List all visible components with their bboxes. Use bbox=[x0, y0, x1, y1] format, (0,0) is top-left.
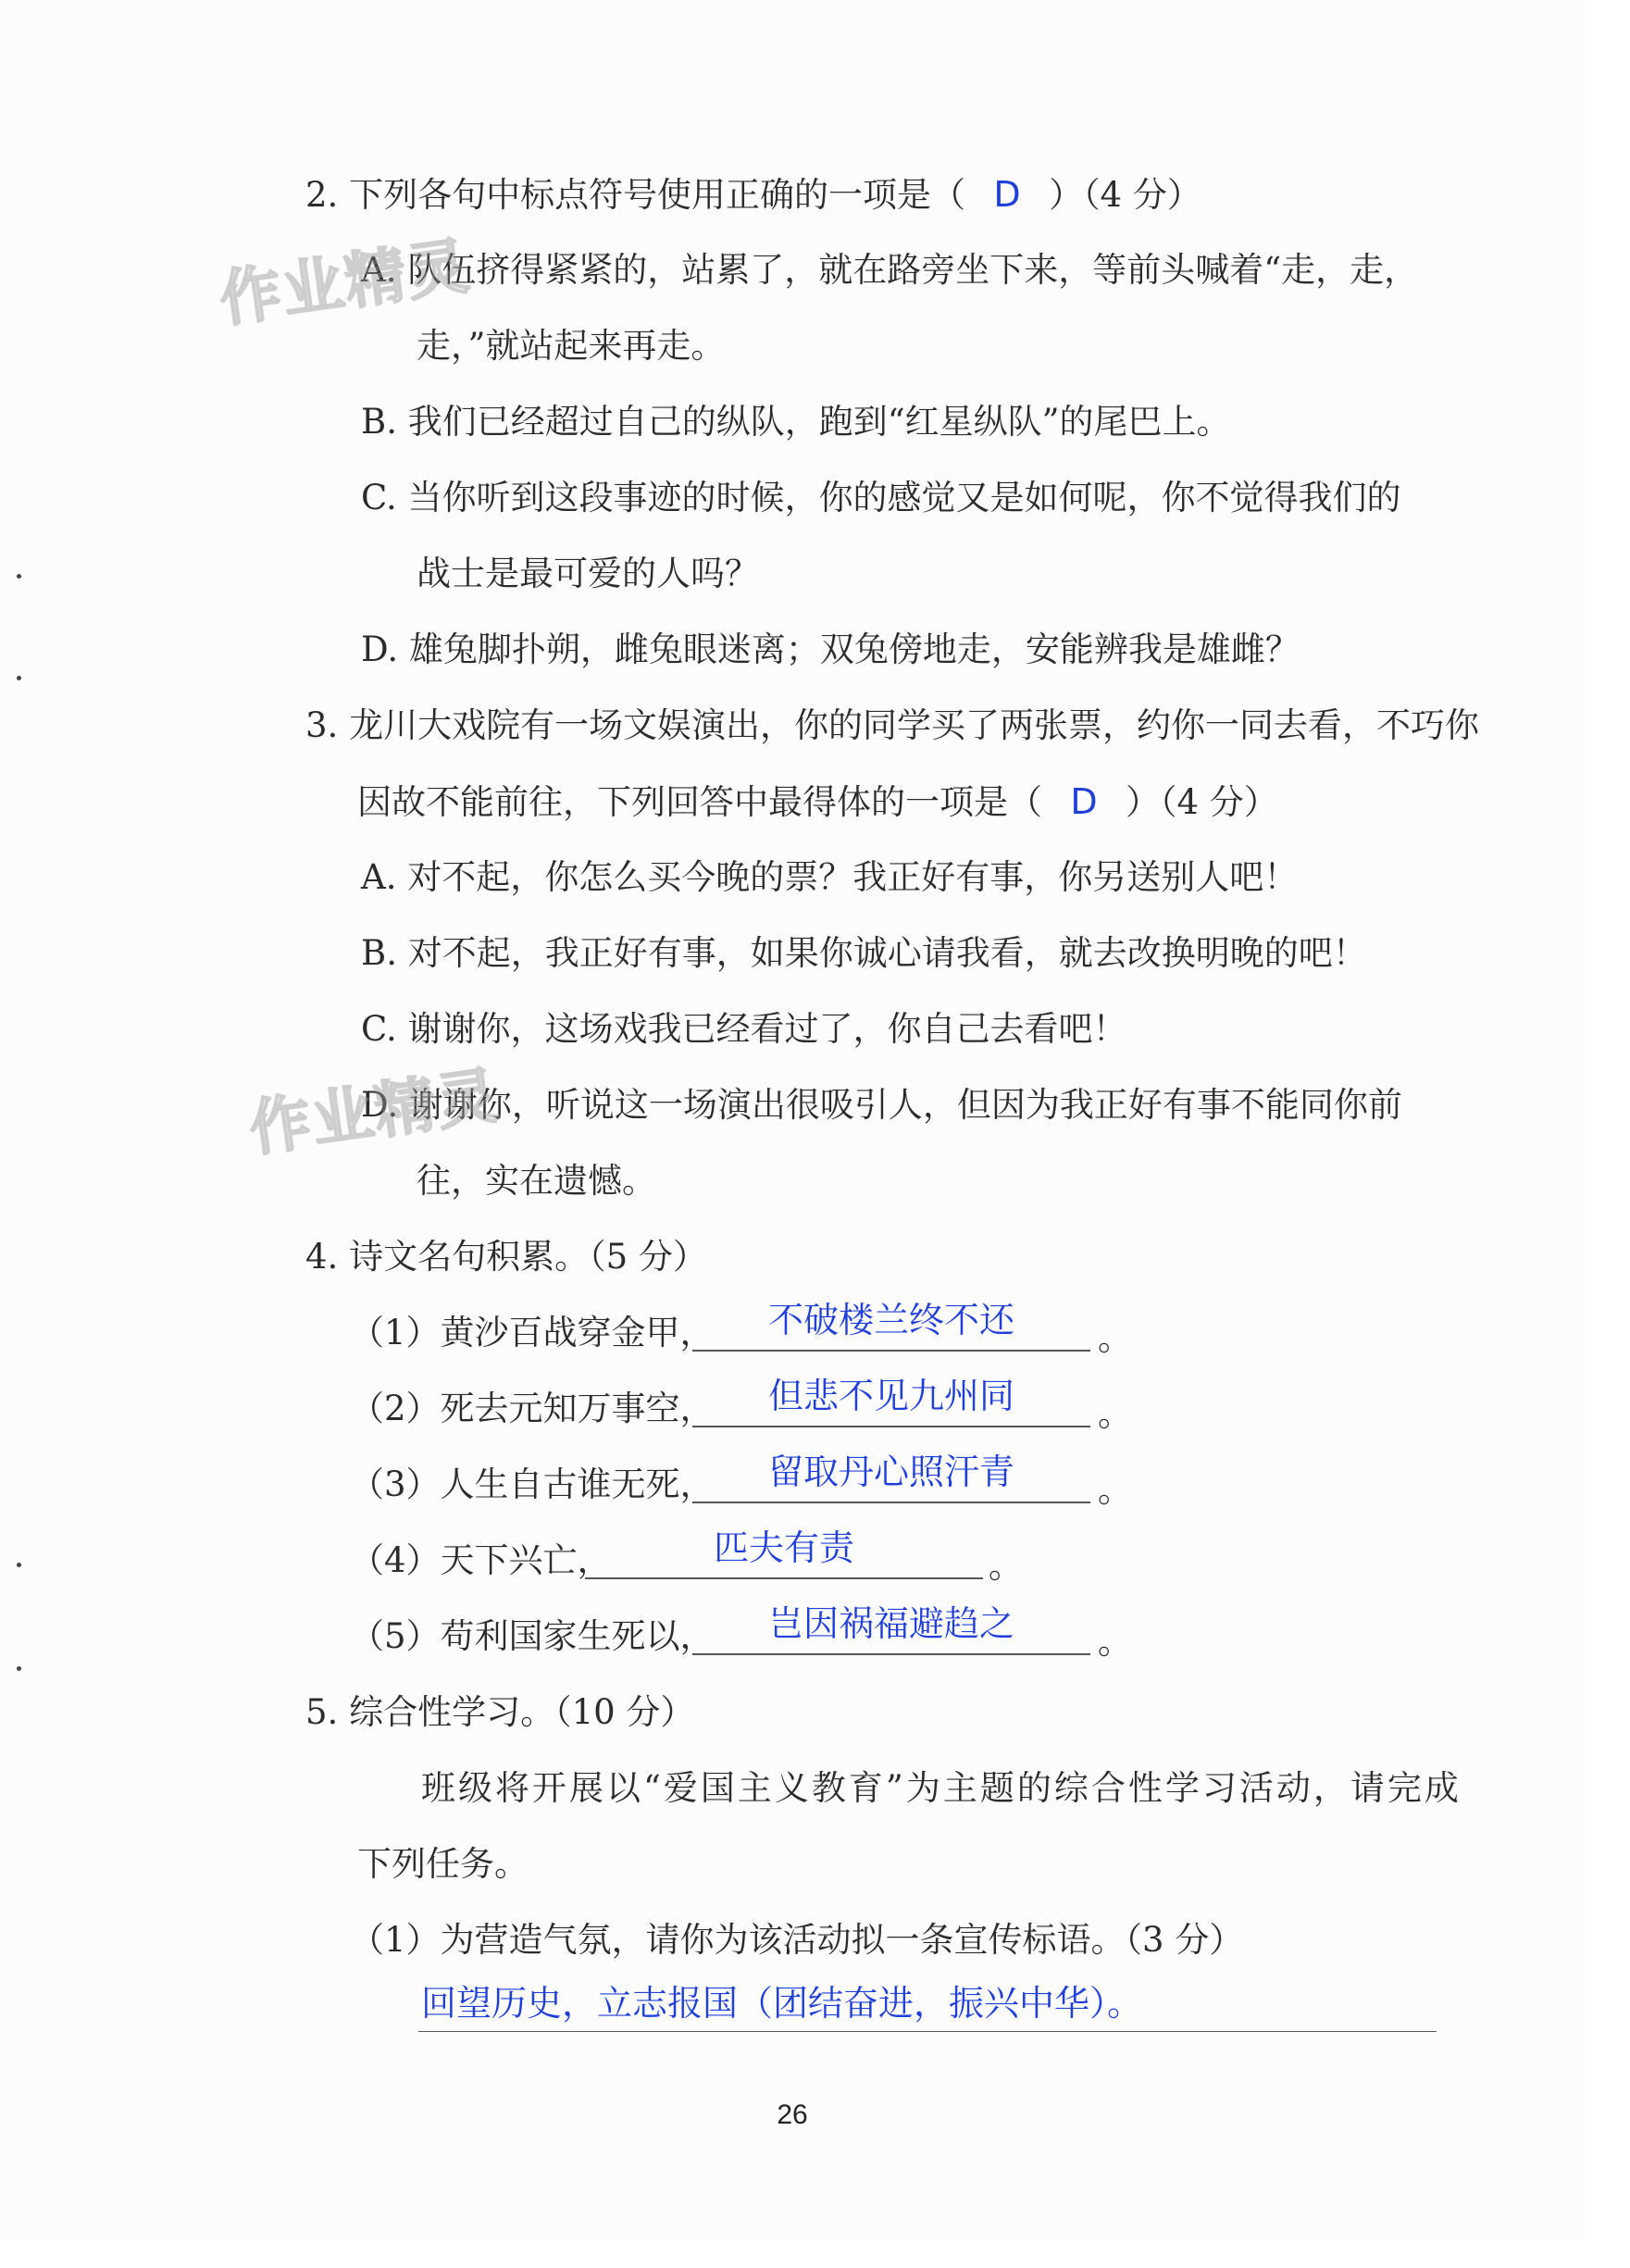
q5-intro-line1: 班级将开展以“爱国主义教育”为主题的综合性学习活动，请完成 bbox=[421, 1768, 1462, 1808]
page-number: 26 bbox=[777, 2100, 808, 2130]
q2-stem: 2. 下列各句中标点符号使用正确的一项是（ D ）（4 分） bbox=[305, 174, 1201, 215]
q4-item-4-blank bbox=[585, 1577, 983, 1579]
q4-item-5-blank bbox=[692, 1653, 1090, 1655]
q4-item-1-answer: 不破楼兰终不还 bbox=[767, 1300, 1014, 1340]
q4-item-4-answer: 匹夫有责 bbox=[713, 1527, 854, 1568]
q4-item-5-end: 。 bbox=[1098, 1622, 1132, 1662]
q4-item-1-blank bbox=[692, 1350, 1090, 1352]
scan-speck bbox=[17, 1666, 21, 1671]
q4-stem: 4. 诗文名句积累。（5 分） bbox=[305, 1237, 707, 1277]
q4-item-3-prompt: （3）人生自古谁无死， bbox=[350, 1464, 715, 1504]
q3-stem-line1: 3. 龙川大戏院有一场文娱演出，你的同学买了两张票，约你一同去看，不巧你 bbox=[305, 705, 1480, 745]
q2-option-b: B. 我们已经超过自己的纵队，跑到“红星纵队”的尾巴上。 bbox=[361, 402, 1231, 442]
q4-item-4-end: 。 bbox=[989, 1546, 1023, 1586]
q4-item-1-end: 。 bbox=[1098, 1318, 1132, 1358]
q2-option-a-line2: 走，”就站起来再走。 bbox=[417, 326, 726, 366]
q4-item-5-answer: 岂因祸福避趋之 bbox=[767, 1603, 1014, 1644]
q2-option-d: D. 雄兔脚扑朔，雌兔眼迷离；双兔傍地走，安能辨我是雄雌？ bbox=[361, 629, 1300, 669]
q4-item-1-prompt: （1）黄沙百战穿金甲， bbox=[350, 1313, 715, 1352]
q2-option-c-line2: 战士是最可爱的人吗？ bbox=[417, 554, 759, 593]
watermark-logo-middle: 作业精灵 bbox=[244, 1059, 504, 1165]
q4-item-2-answer: 但悲不见九州同 bbox=[767, 1376, 1014, 1416]
q4-item-2-blank bbox=[692, 1426, 1090, 1427]
q4-item-3-end: 。 bbox=[1098, 1470, 1132, 1510]
q4-item-2-end: 。 bbox=[1098, 1394, 1132, 1434]
q4-item-4-prompt: （4）天下兴亡， bbox=[350, 1540, 612, 1580]
q3-answer: D bbox=[1070, 781, 1098, 822]
q3-option-d-line2: 往，实在遗憾。 bbox=[417, 1161, 656, 1201]
q5-sub1-blank bbox=[418, 2031, 1437, 2032]
q3-option-a: A. 对不起，你怎么买今晚的票？我正好有事，你另送别人吧！ bbox=[361, 857, 1299, 897]
q4-item-3-answer: 留取丹心照汗青 bbox=[767, 1452, 1014, 1492]
scan-speck bbox=[17, 574, 21, 579]
q5-stem: 5. 综合性学习。（10 分） bbox=[305, 1692, 695, 1732]
q2-option-a-line1: A. 队伍挤得紧紧的，站累了，就在路旁坐下来，等前头喊着“走，走， bbox=[361, 250, 1419, 290]
q3-option-c: C. 谢谢你，这场戏我已经看过了，你自己去看吧！ bbox=[361, 1009, 1127, 1049]
q3-stem-line2: 因故不能前往，下列回答中最得体的一项是（ D ）（4 分） bbox=[357, 781, 1278, 822]
q3-option-d-line1: D. 谢谢你，听说这一场演出很吸引人，但因为我正好有事不能同你前 bbox=[361, 1085, 1402, 1125]
q2-answer: D bbox=[993, 174, 1021, 215]
q4-item-3-blank bbox=[692, 1502, 1090, 1503]
scan-speck bbox=[17, 1563, 21, 1567]
q3-option-b: B. 对不起，我正好有事，如果你诚心请我看，就去改换明晚的吧！ bbox=[361, 933, 1367, 973]
watermark-logo-top: 作业精灵 bbox=[215, 230, 475, 336]
q5-sub1-answer: 回望历史，立志报国（团结奋进，振兴中华）。 bbox=[421, 1983, 1143, 2024]
q4-item-2-prompt: （2）死去元知万事空， bbox=[350, 1389, 715, 1428]
scan-speck bbox=[17, 676, 21, 680]
q2-option-c-line1: C. 当你听到这段事迹的时候，你的感觉又是如何呢，你不觉得我们的 bbox=[361, 478, 1401, 517]
q4-item-5-prompt: （5）苟利国家生死以， bbox=[350, 1616, 715, 1656]
q5-sub1-prompt: （1）为营造气氛，请你为该活动拟一条宣传标语。（3 分） bbox=[350, 1920, 1244, 1960]
q5-intro-line2: 下列任务。 bbox=[357, 1844, 529, 1884]
